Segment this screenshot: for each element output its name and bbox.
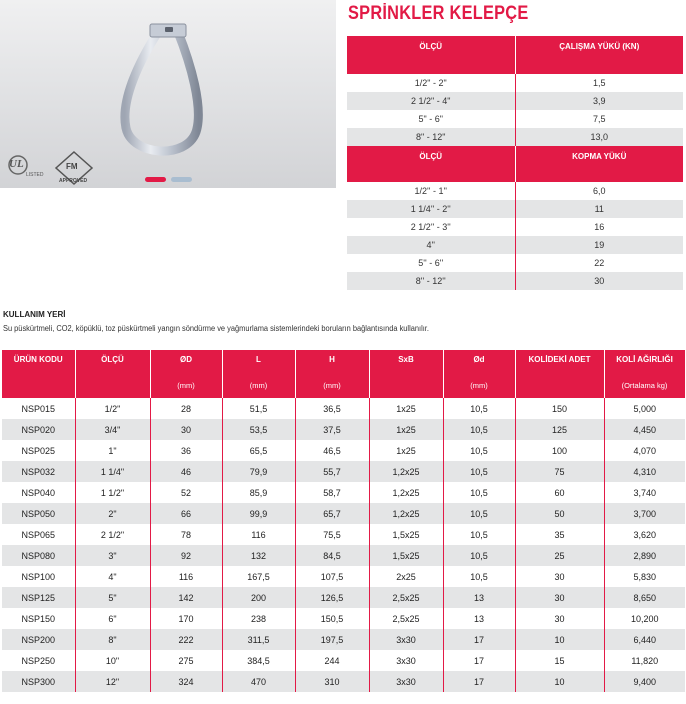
table-cell: 238 [222, 608, 295, 629]
table-row [2, 524, 685, 545]
table-cell: 197,5 [295, 629, 369, 650]
table-row [2, 608, 685, 629]
table-cell: 244 [295, 650, 369, 671]
unit-cell: (Ortalama kg) [604, 376, 685, 398]
table-cell: 1/2" [75, 398, 150, 419]
table-cell: 311,5 [222, 629, 295, 650]
header-box-weight: KOLİ AĞIRLIĞI [604, 350, 685, 376]
units-row [2, 376, 685, 398]
table-cell: 1" [75, 440, 150, 461]
table-cell: 10,5 [443, 419, 515, 440]
table-cell: 10" [75, 650, 150, 671]
table-cell: 65,7 [295, 503, 369, 524]
table-row [347, 254, 683, 272]
table-cell: 30 [515, 566, 604, 587]
cell: 5'' - 6'' [347, 254, 516, 272]
table-row [2, 461, 685, 482]
table-row [2, 482, 685, 503]
table-cell: 3,700 [604, 503, 685, 524]
table-cell: 170 [150, 608, 222, 629]
table-cell: 12" [75, 671, 150, 692]
table-cell: 30 [150, 419, 222, 440]
table-cell: 125 [515, 419, 604, 440]
table-cell: 222 [150, 629, 222, 650]
table-cell: 200 [222, 587, 295, 608]
table-cell: 53,5 [222, 419, 295, 440]
table-cell: 17 [443, 671, 515, 692]
table-cell: NSP100 [2, 566, 75, 587]
table-cell: 10,5 [443, 461, 515, 482]
cell: 5" - 6" [347, 110, 516, 128]
cell: 4'' [347, 236, 516, 254]
table-cell: 17 [443, 650, 515, 671]
header-length: L [222, 350, 295, 376]
table-cell: 10,5 [443, 566, 515, 587]
table-cell: NSP050 [2, 503, 75, 524]
table-cell: 10,5 [443, 482, 515, 503]
table-row [2, 419, 685, 440]
table-cell: 3,620 [633, 529, 657, 540]
table-cell: 1,2x25 [369, 482, 443, 503]
table-cell: 310 [295, 671, 369, 692]
header-inner-diameter: Ød [443, 350, 515, 376]
table-cell: 4,450 [604, 419, 685, 440]
table-cell: 2,890 [604, 545, 685, 566]
cell: 11 [594, 204, 604, 214]
table-cell: 1,2x25 [369, 503, 443, 524]
cell: 1 1/4'' - 2'' [347, 200, 516, 218]
table-cell: 2,5x25 [369, 608, 443, 629]
table-cell: 55,7 [295, 461, 369, 482]
usage-heading: KULLANIM YERİ [3, 310, 66, 319]
table-cell: 1,5x25 [369, 545, 443, 566]
table-cell: 3/4" [75, 419, 150, 440]
table-cell: 78 [150, 524, 222, 545]
table-row [347, 236, 683, 254]
table-cell: 3x30 [369, 650, 443, 671]
cell: 19 [594, 240, 605, 250]
table-cell: 35 [515, 524, 604, 545]
ul-mark-text: UL [9, 158, 24, 170]
table-cell: 10 [515, 629, 604, 650]
cell: 7,5 [592, 114, 606, 124]
working-load-table [347, 36, 683, 146]
table-cell: NSP080 [2, 545, 75, 566]
table-cell: 66 [150, 503, 222, 524]
table-cell: 126,5 [295, 587, 369, 608]
table-cell: 116 [150, 566, 222, 587]
cell: 2 1/2'' - 3'' [347, 218, 516, 236]
cell: 13,0 [590, 132, 609, 142]
table-cell: 107,5 [295, 566, 369, 587]
table-cell: NSP200 [2, 629, 75, 650]
table-header [347, 146, 683, 182]
table-row [2, 566, 685, 587]
table-cell: 1 1/4" [75, 461, 150, 482]
table-cell: NSP065 [2, 524, 75, 545]
header-cell-size: ÖLÇÜ [347, 146, 516, 182]
table-row [347, 182, 683, 200]
header-cell-working-load: ÇALIŞMA YÜKÜ (KN) [559, 42, 640, 51]
usage-description: Su püskürtmeli, CO2, köpüklü, toz püskürtmeli yangın söndürme ve yağmurlama sistemlerindeki boruların bağlantısında kullanılır. [3, 324, 429, 333]
table-cell: 92 [150, 545, 222, 566]
table-cell: 324 [150, 671, 222, 692]
table-cell: 275 [150, 650, 222, 671]
cell: 8" - 12" [347, 128, 516, 146]
table-cell: 3x30 [369, 629, 443, 650]
table-cell: 8,650 [604, 587, 685, 608]
table-cell: 11,820 [631, 655, 659, 666]
fm-mark-text: FM [66, 162, 78, 171]
table-row [2, 440, 685, 461]
table-cell: 5" [75, 587, 150, 608]
table-cell: 1,2x25 [369, 461, 443, 482]
table-cell: 30 [515, 587, 604, 608]
table-cell: 52 [150, 482, 222, 503]
table-cell: NSP250 [2, 650, 75, 671]
table-cell: 75,5 [295, 524, 369, 545]
cell: 3,9 [592, 96, 606, 106]
table-cell: 10,5 [443, 398, 515, 419]
unit-cell [515, 376, 604, 398]
header-size: ÖLÇÜ [75, 350, 150, 376]
table-cell: 85,9 [222, 482, 295, 503]
color-swatch-blue[interactable] [171, 177, 192, 182]
table-cell: 384,5 [222, 650, 295, 671]
table-cell: 3" [75, 545, 150, 566]
table-cell: 84,5 [295, 545, 369, 566]
table-row [2, 671, 685, 692]
cell: 1/2" - 2" [347, 74, 516, 92]
table-row [2, 629, 685, 650]
cell: 6,0 [592, 186, 606, 196]
table-cell: 17 [443, 629, 515, 650]
table-cell: 1x25 [369, 398, 443, 419]
fm-approved-text: APPROVED [59, 178, 88, 184]
header-cell-breaking-load: KOPMA YÜKÜ [572, 152, 627, 161]
table-cell: 3x30 [369, 671, 443, 692]
table-cell: 75 [515, 461, 604, 482]
unit-cell: (mm) [443, 376, 515, 398]
table-cell: 2x25 [369, 566, 443, 587]
table-cell: 5,000 [633, 403, 657, 414]
table-cell: 28 [150, 398, 222, 419]
table-row [2, 587, 685, 608]
header-cell-size: ÖLÇÜ [347, 36, 516, 74]
table-cell: 10,200 [630, 613, 659, 624]
unit-cell [75, 376, 150, 398]
table-cell: 15 [515, 650, 604, 671]
table-row [2, 545, 685, 566]
unit-cell: (mm) [222, 376, 295, 398]
table-cell: 9,400 [604, 671, 685, 692]
cell: 8'' - 12'' [347, 272, 516, 290]
table-cell: 470 [222, 671, 295, 692]
table-cell: 37,5 [295, 419, 369, 440]
table-cell: 13 [443, 608, 515, 629]
color-swatch-red[interactable] [145, 177, 166, 182]
table-cell: 10,5 [443, 440, 515, 461]
table-cell: 10,5 [443, 524, 515, 545]
table-cell: 6,440 [604, 629, 685, 650]
table-cell: 142 [150, 587, 222, 608]
table-cell: 50 [515, 503, 604, 524]
table-cell: 150,5 [295, 608, 369, 629]
table-cell: NSP040 [2, 482, 75, 503]
table-cell: 2,5x25 [369, 587, 443, 608]
cell: 22 [594, 258, 605, 268]
table-cell: 1x25 [369, 440, 443, 461]
table-cell: 36 [150, 440, 222, 461]
header-row [2, 350, 685, 376]
product-table-body [2, 398, 685, 692]
table-cell: 25 [515, 545, 604, 566]
page-title: SPRİNKLER KELEPÇE [348, 3, 529, 24]
table-cell: 46 [150, 461, 222, 482]
table-cell: 1x25 [369, 419, 443, 440]
table-cell: 99,9 [222, 503, 295, 524]
table-cell: 4,310 [604, 461, 685, 482]
table-cell: 36,5 [295, 398, 369, 419]
table-cell: 4" [75, 566, 150, 587]
table-cell: NSP015 [2, 398, 75, 419]
table-cell: 60 [515, 482, 604, 503]
table-row [347, 74, 683, 92]
table-row [347, 218, 683, 236]
breaking-load-table [347, 146, 683, 290]
table-row [347, 200, 683, 218]
table-cell: 1,5x25 [369, 524, 443, 545]
cell: 16 [594, 222, 605, 232]
table-cell: 132 [222, 545, 295, 566]
table-cell: 100 [515, 440, 604, 461]
table-header [347, 36, 683, 74]
table-cell: NSP032 [2, 461, 75, 482]
table-cell: 1 1/2" [75, 482, 150, 503]
table-cell: 2" [75, 503, 150, 524]
unit-cell [2, 376, 75, 398]
table-cell: 10,5 [443, 503, 515, 524]
table-cell: 10 [515, 671, 604, 692]
table-row [2, 398, 685, 419]
table-cell: 167,5 [222, 566, 295, 587]
table-cell: NSP025 [2, 440, 75, 461]
table-row [347, 272, 683, 290]
table-cell: NSP150 [2, 608, 75, 629]
table-cell: 2 1/2" [75, 524, 150, 545]
cell: 1,5 [592, 78, 606, 88]
header-height: H [295, 350, 369, 376]
table-cell: 6" [75, 608, 150, 629]
table-row [2, 503, 685, 524]
header-sxb: SxB [369, 350, 443, 376]
table-cell: NSP125 [2, 587, 75, 608]
header-product-code: ÜRÜN KODU [2, 350, 75, 376]
table-cell: 5,830 [633, 571, 657, 582]
table-cell: 8" [75, 629, 150, 650]
table-cell: 3,740 [633, 487, 657, 498]
unit-cell [369, 376, 443, 398]
table-cell: 150 [515, 398, 604, 419]
table-row [347, 110, 683, 128]
product-photo [0, 0, 336, 188]
table-cell: 65,5 [222, 440, 295, 461]
table-row [347, 92, 683, 110]
table-cell: 58,7 [295, 482, 369, 503]
table-cell: 116 [222, 524, 295, 545]
table-cell: 10,5 [443, 545, 515, 566]
table-cell: 30 [515, 608, 604, 629]
table-cell: 13 [443, 587, 515, 608]
unit-cell: (mm) [150, 376, 222, 398]
table-cell: NSP300 [2, 671, 75, 692]
table-cell: 79,9 [222, 461, 295, 482]
clevis-hanger-image [0, 0, 336, 188]
cell: 2 1/2" - 4" [347, 92, 516, 110]
table-cell: 46,5 [295, 440, 369, 461]
table-row [2, 650, 685, 671]
unit-cell: (mm) [295, 376, 369, 398]
header-box-quantity: KOLİDEKİ ADET [515, 350, 604, 376]
product-table [2, 350, 686, 692]
table-cell: 51,5 [222, 398, 295, 419]
header-outer-diameter: ØD [150, 350, 222, 376]
cell: 30 [594, 276, 605, 286]
table-row [347, 128, 683, 146]
table-cell: 4,070 [633, 445, 657, 456]
table-cell: NSP020 [2, 419, 75, 440]
cell: 1/2'' - 1'' [347, 182, 516, 200]
ul-listed-text: LISTED [26, 172, 44, 178]
